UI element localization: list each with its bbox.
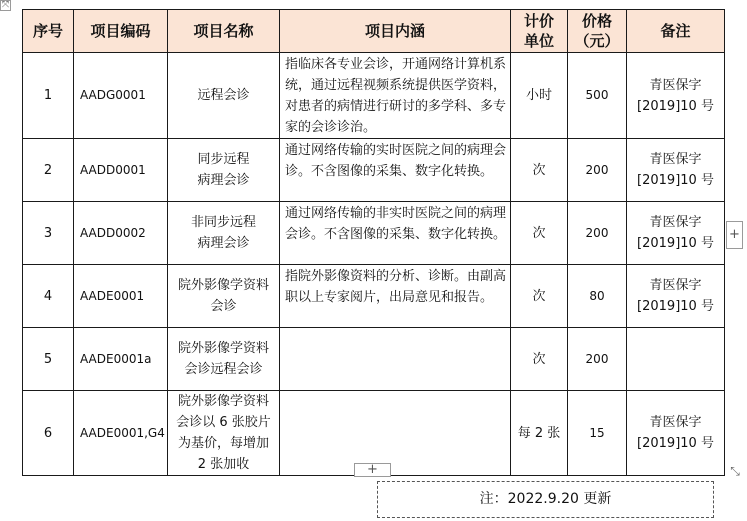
cell-code[interactable]: AADG0001 — [74, 53, 168, 139]
cell-code[interactable]: AADE0001 — [74, 265, 168, 328]
cell-content[interactable]: 指临床各专业会诊，开通网络计算机系统，通过远程视频系统提供医学资料，对患者的病情进行研讨的多学科、多专家的会诊诊治。 — [280, 53, 511, 139]
header-remark: 备注 — [627, 10, 725, 53]
cell-code[interactable]: AADD0002 — [74, 202, 168, 265]
cell-price[interactable]: 200 — [568, 139, 627, 202]
cell-content[interactable]: 通过网络传输的实时医院之间的病理会诊。不含图像的采集、数字化转换。 — [280, 139, 511, 202]
cell-name[interactable]: 非同步远程 病理会诊 — [168, 202, 280, 265]
update-note: 注：2022.9.20 更新 — [377, 481, 714, 518]
header-name: 项目名称 — [168, 10, 280, 53]
cell-name[interactable]: 院外影像学资料 会诊 — [168, 265, 280, 328]
cell-no[interactable]: 2 — [23, 139, 74, 202]
cell-price[interactable]: 200 — [568, 328, 627, 391]
cell-price[interactable]: 80 — [568, 265, 627, 328]
cell-no[interactable]: 3 — [23, 202, 74, 265]
cell-content[interactable]: 通过网络传输的非实时医院之间的病理会诊。不含图像的采集、数字化转换。 — [280, 202, 511, 265]
cell-no[interactable]: 1 — [23, 53, 74, 139]
cell-price[interactable]: 200 — [568, 202, 627, 265]
cell-remark[interactable] — [627, 328, 725, 391]
header-row — [23, 10, 725, 53]
cell-unit[interactable]: 次 — [511, 139, 568, 202]
cell-price[interactable]: 15 — [568, 391, 627, 476]
cell-name[interactable]: 远程会诊 — [168, 53, 280, 139]
cell-unit[interactable]: 每 2 张 — [511, 391, 568, 476]
cell-name[interactable]: 院外影像学资料 会诊以 6 张胶片 为基价，每增加 2 张加收 — [168, 391, 280, 476]
cell-content[interactable]: 指院外影像资料的分析、诊断。由副高职以上专家阅片，出局意见和报告。 — [280, 265, 511, 328]
header-content: 项目内涵 — [280, 10, 511, 53]
fee-table — [22, 9, 725, 476]
cell-no[interactable]: 5 — [23, 328, 74, 391]
cell-code[interactable]: AADE0001,G4 — [74, 391, 168, 476]
cell-code[interactable]: AADD0001 — [74, 139, 168, 202]
cell-unit[interactable]: 次 — [511, 202, 568, 265]
add-column-plus-icon[interactable]: + — [726, 221, 743, 249]
cell-remark[interactable]: 青医保字 [2019]10 号 — [627, 139, 725, 202]
table-row — [23, 139, 725, 202]
cell-no[interactable]: 4 — [23, 265, 74, 328]
cell-remark[interactable]: 青医保字 [2019]10 号 — [627, 53, 725, 139]
cell-name[interactable]: 同步远程 病理会诊 — [168, 139, 280, 202]
header-price: 价格 （元） — [568, 10, 627, 53]
cell-remark[interactable]: 青医保字 [2019]10 号 — [627, 265, 725, 328]
cell-unit[interactable]: 次 — [511, 328, 568, 391]
table-move-handle-icon[interactable]: ⤧ — [1, 0, 10, 10]
table-row — [23, 53, 725, 139]
table-row — [23, 202, 725, 265]
cell-remark[interactable]: 青医保字 [2019]10 号 — [627, 391, 725, 476]
table-row — [23, 265, 725, 328]
add-row-plus-icon[interactable]: + — [354, 463, 391, 477]
cell-code[interactable]: AADE0001a — [74, 328, 168, 391]
cell-name[interactable]: 院外影像学资料 会诊远程会诊 — [168, 328, 280, 391]
cell-price[interactable]: 500 — [568, 53, 627, 139]
header-unit: 计价 单位 — [511, 10, 568, 53]
cell-content[interactable] — [280, 328, 511, 391]
cell-content[interactable] — [280, 391, 511, 476]
table-row — [23, 328, 725, 391]
header-code: 项目编码 — [74, 10, 168, 53]
cell-no[interactable]: 6 — [23, 391, 74, 476]
header-no: 序号 — [23, 10, 74, 53]
cell-remark[interactable]: 青医保字 [2019]10 号 — [627, 202, 725, 265]
cell-unit[interactable]: 小时 — [511, 53, 568, 139]
cell-unit[interactable]: 次 — [511, 265, 568, 328]
table-resize-icon[interactable]: ⤡ — [730, 464, 740, 478]
